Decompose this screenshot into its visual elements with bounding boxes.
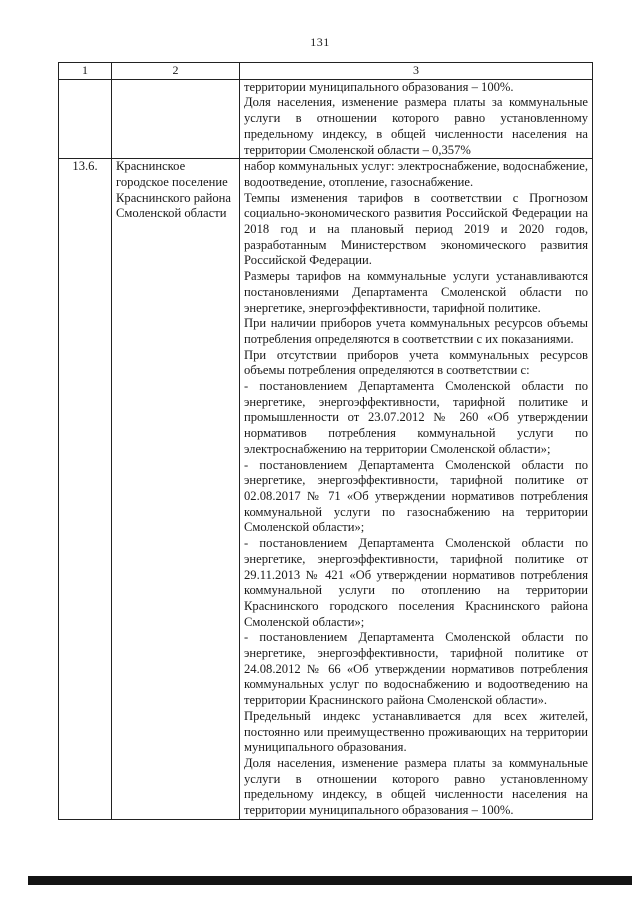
description-cell [240,159,593,820]
description-paragraph: Размеры тарифов на коммунальные услуги устанавливаются постановлениями Департамента Смоленской области по энергетике, энергоэффективности, тарифной политике. [244,269,588,315]
column-header-1: 1 [59,63,112,80]
description-paragraph: - постановлением Департамента Смоленской области по энергетике, энергоэффективности, тарифной политике от 24.08.2012 № 66 «Об утверждении нормативов потребления коммунальных услуг по водоснабжению и водоотведению на территории Краснинского района Смоленской области». [244,630,588,708]
description-paragraph: Темпы изменения тарифов в соответствии с Прогнозом социально-экономического развития Российской Федерации на 2018 год и на плановый период 2019 и 2020 годов, разработанным Министерством экономического развития Российской Федерации. [244,190,588,268]
municipality-name-cell: Краснинское городское поселение Краснинского района Смоленской области [112,159,240,820]
description-paragraph: - постановлением Департамента Смоленской области по энергетике, энергоэффективности, тарифной политике и промышленности от 23.07.2012 № 260 «Об утверждении нормативов потребления коммунальной услуги по электроснабжению на территории Смоленской области»; [244,379,588,456]
description-paragraph: Доля населения, изменение размера платы за коммунальные услуги в отношении которого равно установленному предельному индексу, в общей численности населения на территории Смоленской области – 0,357% [244,95,588,157]
description-paragraph: территории муниципального образования – 100%. [244,79,514,94]
description-paragraph: - постановлением Департамента Смоленской области по энергетике, энергоэффективности, тарифной политике от 02.08.2017 № 71 «Об утверждении нормативов потребления коммунальной услуги по газоснабжению на территории Смоленской области»; [244,457,588,535]
row-number-cell: 13.6. [59,159,112,820]
column-header-3: 3 [240,63,593,80]
description-paragraph: - постановлением Департамента Смоленской области по энергетике, энергоэффективности, тарифной политике от 29.11.2013 № 421 «Об утверждении нормативов потребления коммунальной услуги по отоплению на территории Краснинского городского поселения Краснинского района Смоленской области»; [244,536,588,629]
description-paragraph: Доля населения, изменение размера платы за коммунальные услуги в отношении которого равно установленному предельному индексу, в общей численности населения на территории муниципального образования – 100%. [244,755,588,818]
description-paragraph: набор коммунальных услуг: электроснабжение, водоснабжение, водоотведение, отопление, газоснабжение. [244,159,588,189]
municipality-name-cell [112,79,240,159]
page-bottom-bar [28,876,632,885]
column-header-2: 2 [112,63,240,80]
table-row-continued [59,79,593,159]
table-header-row [59,63,593,80]
tariff-table [58,62,593,820]
description-paragraph: Предельный индекс устанавливается для всех жителей, постоянно или преимущественно проживающих на территории муниципального образования. [244,708,588,755]
page-number: 131 [310,35,330,49]
row-number-cell [59,79,112,159]
description-paragraph: При отсутствии приборов учета коммунальных ресурсов объемы потребления определяются в соответствии с: [244,347,588,378]
table-row-13-6 [59,159,593,820]
description-paragraph: При наличии приборов учета коммунальных ресурсов объемы потребления определяются в соответствии с их показаниями. [244,316,588,346]
description-cell [240,79,593,159]
